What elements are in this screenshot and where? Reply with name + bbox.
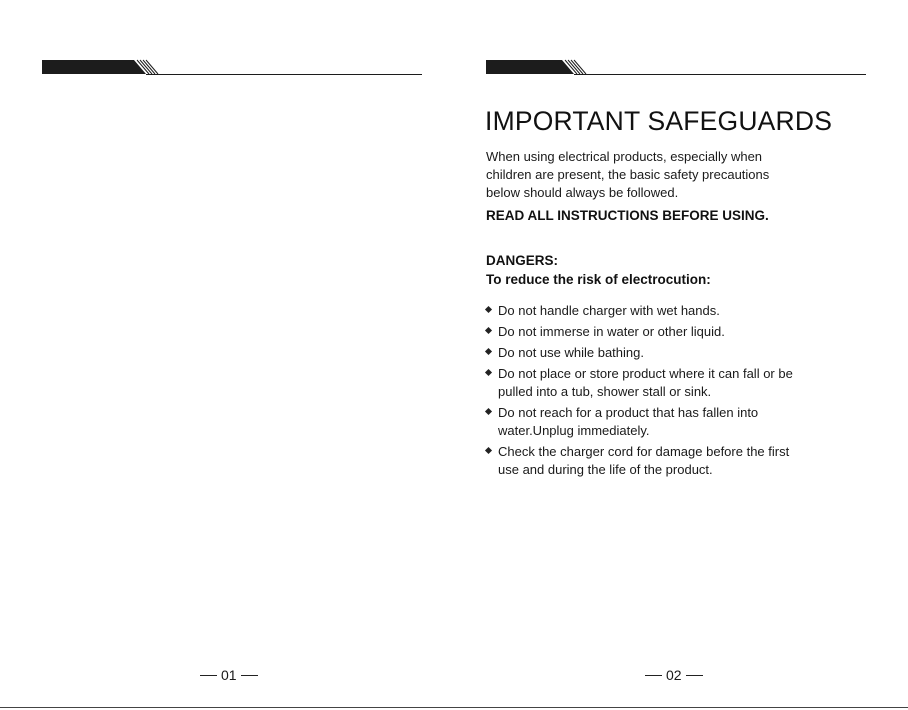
dash-right (686, 675, 703, 676)
page-title: IMPORTANT SAFEGUARDS (485, 106, 833, 136)
list-item (484, 302, 794, 320)
list-item (484, 443, 794, 479)
list-item-text: Do not place or store product where it can fall or be pulled into a tub, shower stall or sink. (498, 366, 793, 399)
diamond-bullet-icon (485, 327, 492, 334)
dangers-heading: DANGERS: (486, 253, 559, 268)
header-bar (42, 58, 422, 76)
dangers-subheading: To reduce the risk of electrocution: (486, 272, 711, 287)
diamond-bullet-icon (485, 447, 492, 454)
page-number (200, 667, 258, 683)
list-item-text: Do not handle charger with wet hands. (498, 303, 720, 318)
dangers-section (486, 251, 711, 289)
intro-paragraph: When using electrical products, especially when children are present, the basic safety precautions below should always be followed. (486, 149, 770, 200)
list-item (484, 323, 794, 341)
diamond-bullet-icon (485, 408, 492, 415)
header-bar (486, 58, 866, 76)
page-number (645, 667, 703, 683)
read-all-instructions: READ ALL INSTRUCTIONS BEFORE USING. (486, 208, 769, 223)
right-page (454, 0, 908, 710)
page-number-text: 02 (666, 667, 682, 683)
dash-left (645, 675, 662, 676)
header-bar-graphic (486, 58, 866, 76)
list-item (484, 365, 794, 401)
bottom-rule (0, 707, 908, 708)
list-item-text: Do not immerse in water or other liquid. (498, 324, 725, 339)
header-bar-graphic (42, 58, 422, 76)
dash-right (241, 675, 258, 676)
dash-left (200, 675, 217, 676)
page-number-text: 01 (221, 667, 237, 683)
list-item-text: Do not reach for a product that has fallen into water.Unplug immediately. (498, 405, 759, 438)
diamond-bullet-icon (485, 348, 492, 355)
list-item (484, 404, 794, 440)
list-item-text: Check the charger cord for damage before the first use and during the life of the product. (498, 444, 790, 477)
list-item (484, 344, 794, 362)
safety-bullet-list (484, 302, 794, 479)
diamond-bullet-icon (485, 306, 492, 313)
list-item-text: Do not use while bathing. (498, 345, 644, 360)
diamond-bullet-icon (485, 369, 492, 376)
